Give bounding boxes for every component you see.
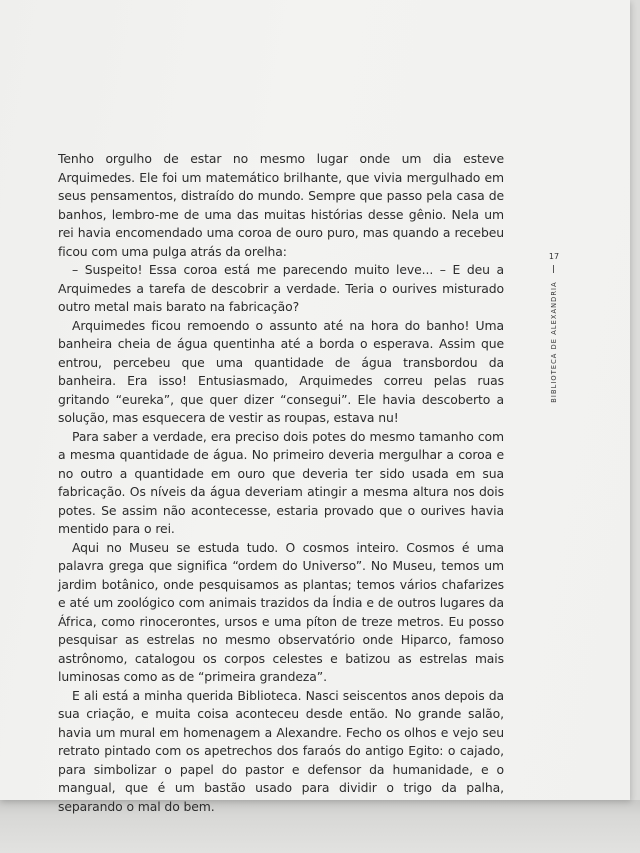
- paragraph: Aqui no Museu se estuda tudo. O cosmos inteiro. Cosmos é uma palavra grega que significa “ordem do Universo”. No Museu, temos um jardim botânico, onde pesquisamos as plantas; temos vários chafarizes e até um zoológico com animais trazidos da Índia e de outros lugares da África, como rinocerontes, ursos e uma píton de treze metros. Eu posso pesquisar as estrelas no mesmo observatório onde Hiparco, famoso astrônomo, catalogou os corpos celestes e batizou as estrelas mais luminosas como as de “primeira grandeza”.: [58, 539, 504, 684]
- running-header: [547, 252, 561, 402]
- paragraph: Tenho orgulho de estar no mesmo lugar onde um dia esteve Arquimedes. Ele foi um matemático brilhante, que vivia mergulhado em seus pensamentos, distraído do mundo. Sempre que passo pela casa de banhos, lembro-me de uma das muitas histórias desse gênio. Nela um rei havia encomendado uma coroa de ouro puro, mas quando a recebeu ficou com uma pulga atrás da orelha:: [58, 151, 504, 259]
- paragraph: E ali está a minha querida Biblioteca. Nasci seiscentos anos depois da sua criação, e muita coisa aconteceu desde então. No grande salão, havia um mural em homenagem a Alexandre. Fecho os olhos e vejo seu retrato pintado com os apetrechos dos faraós do antigo Egito: o cajado, para simbolizar o papel do pastor e defensor da humanidade, e o mangual, que é um bastão usado para dividir o trigo da palha, separando o mal do bem.: [58, 687, 504, 814]
- paragraph: Para saber a verdade, era preciso dois potes do mesmo tamanho com a mesma quantidade de água. No primeiro deveria mergulhar a coroa e no outro a quantidade em ouro que deveria ter sido usada em sua fabricação. Os níveis da água deveriam atingir a mesma altura nos dois potes. Se assim não acontecesse, estaria provado que o ourives havia mentido para o rei.: [58, 428, 504, 536]
- section-title: BIBLIOTECA DE ALEXANDRIA: [550, 281, 558, 403]
- paragraph: Arquimedes ficou remoendo o assunto até na hora do banho! Uma banheira cheia de água quentinha até a borda o esperava. Assim que entrou, percebeu que uma quantidade de água transbordou da banheira. Era isso! Entusiasmado, Arquimedes correu pelas ruas gritando “eureka”, que quer dizer “consegui”. Ele havia descoberto a solução, mas esquecera de vestir as roupas, estava nu!: [58, 317, 504, 425]
- page-number: 17: [548, 252, 560, 261]
- paragraph: – Suspeito! Essa coroa está me parecendo muito leve... – E deu a Arquimedes a tarefa de descobrir a verdade. Teria o ourives misturado outro metal mais barato na fabricação?: [58, 262, 504, 314]
- body-text: [58, 150, 504, 816]
